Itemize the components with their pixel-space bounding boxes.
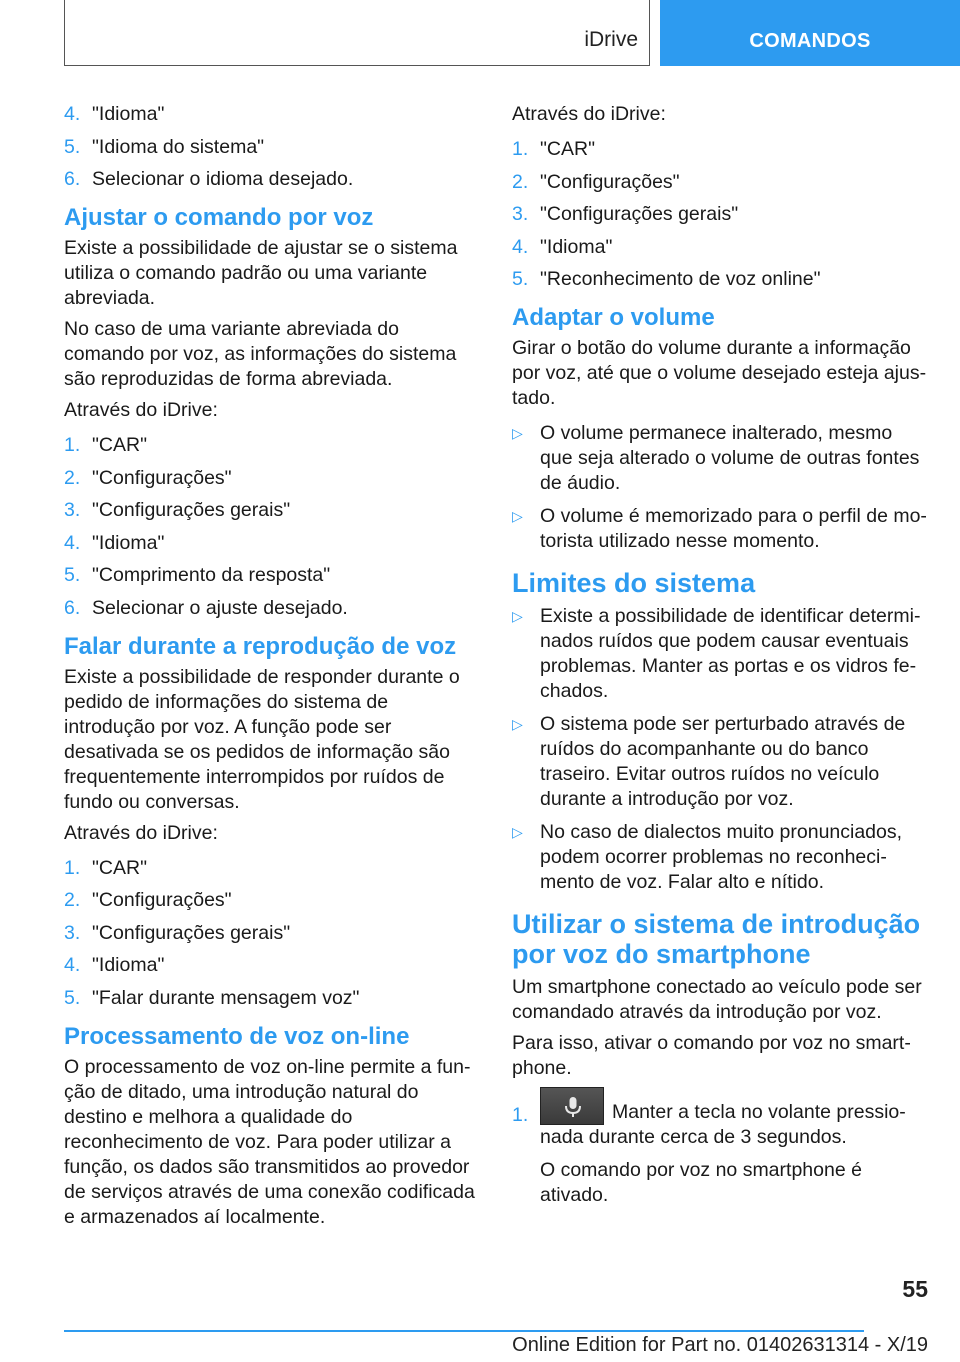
header-section-title: iDrive (584, 28, 638, 51)
list-item: 6. Selecionar o ajuste desejado. (64, 596, 348, 619)
paragraph: No caso de uma variante abreviada do comando por voz, as informações do sistema são reproduzidas de forma abreviada. (64, 318, 457, 390)
list-item: 5. "Comprimento da resposta" (64, 564, 331, 586)
list-item: ▷ O sistema pode ser perturbado através de ruídos do acompanhante ou do banco traseiro. Evitar outros ruídos no veículo durante a introdução por voz. (512, 713, 906, 810)
list-item: 1. "CAR" (512, 138, 596, 160)
list-item: 5. "Reconhecimento de voz online" (512, 268, 821, 290)
list-item: ▷ O volume permanece inalterado, mesmo que seja alterado o volume de outras fontes de áudio. (512, 422, 920, 494)
list-item: 2. "Configurações" (64, 889, 232, 911)
left-column (64, 102, 482, 1236)
list-item: 5. "Idioma do sistema" (64, 135, 265, 158)
list-item (512, 1087, 930, 1208)
list-item: ▷ Existe a possibilidade de identificar determinados ruídos que podem causar eventuais problemas. Manter as portas e os vidros fechados. (512, 605, 921, 702)
section-title: Ajustar o comando por voz (64, 204, 374, 231)
bullet-triangle-icon: ▷ (512, 608, 523, 624)
paragraph: Para isso, ativar o comando por voz no smartphone. (512, 1032, 911, 1079)
footer-divider (64, 1330, 864, 1332)
paragraph: O processamento de voz on-line permite a função de ditado, uma introdução natural do destino e melhora a qualidade do reconhecimento de voz. Para poder utilizar a função, os dados são transmitidos ao provedor de serviços através de uma conexão codificada e armazenados aí localmente. (64, 1055, 475, 1228)
header-chapter-tab (660, 0, 960, 66)
right-column (512, 102, 930, 1208)
list-item: ▷ No caso de dialectos muito pronunciados, podem ocorrer problemas no reconhecimento de voz. Falar alto e nítido. (512, 821, 903, 893)
paragraph: Através do iDrive: (64, 821, 218, 844)
list-item: 3. "Configurações gerais" (64, 499, 291, 521)
step-list (64, 102, 482, 192)
bullet-triangle-icon: ▷ (512, 508, 523, 524)
paragraph: Através do iDrive: (64, 399, 218, 421)
paragraph: Um smartphone conectado ao veículo pode ser comandado através da introdução por voz. (512, 976, 922, 1023)
section-title: Utilizar o sistema de introdução por voz do smartphone (512, 909, 921, 969)
list-item: 3. "Configurações gerais" (512, 203, 739, 225)
list-item: 5. "Falar durante mensagem voz" (64, 986, 360, 1009)
list-item: 2. "Configurações" (512, 170, 680, 193)
section-title: Processamento de voz on-line (64, 1022, 410, 1050)
step-list (512, 137, 930, 292)
bullet-triangle-icon: ▷ (512, 425, 523, 441)
list-item: 1. "CAR" (64, 434, 148, 456)
header-chapter-label: COMANDOS (749, 30, 871, 52)
header-frame (64, 0, 650, 66)
list-item: 3. "Configurações gerais" (64, 921, 291, 944)
list-item: 4. "Idioma" (64, 103, 165, 125)
list-item: 4. "Idioma" (64, 531, 165, 554)
step-result: O comando por voz no smartphone é ativado. (540, 1159, 862, 1206)
list-item: 6. Selecionar o idioma desejado. (64, 168, 354, 190)
section-title: Falar durante a reprodução de voz (64, 632, 457, 660)
list-item: 1. "CAR" (64, 856, 148, 879)
microphone-icon (540, 1087, 604, 1125)
paragraph: Existe a possibilidade de ajustar se o sistema utiliza o comando padrão ou uma variante abreviada. (64, 237, 458, 309)
step-body (540, 1087, 930, 1208)
microphone-icon-glyph (563, 1096, 583, 1118)
list-item: ▷ O volume é memorizado para o perfil de motorista utilizado nesse momento. (512, 505, 927, 552)
section-title: Limites do sistema (512, 568, 756, 598)
page-header (0, 0, 960, 66)
bullet-list (512, 604, 930, 895)
bullet-triangle-icon: ▷ (512, 716, 523, 732)
list-item: 4. "Idioma" (512, 235, 613, 258)
bullet-list (512, 421, 930, 554)
section-title: Adaptar o volume (512, 304, 715, 331)
paragraph: Girar o botão do volume durante a informação por voz, até que o volume desejado esteja ajustado. (512, 337, 927, 409)
paragraph: Através do iDrive: (512, 103, 666, 125)
list-item: 2. "Configurações" (64, 466, 232, 489)
list-item: 4. "Idioma" (64, 954, 165, 976)
step-number: 1. (512, 1104, 529, 1126)
paragraph: Existe a possibilidade de responder durante o pedido de informações do sistema de introdução por voz. A função pode ser desativada se os pedidos de informação são frequentemente interrompidos por ruídos de fundo ou conversas. (64, 665, 460, 813)
step-text: Manter a tecla no volante pressionada durante cerca de 3 segundos. (540, 1101, 906, 1148)
step-list (64, 433, 482, 621)
bullet-triangle-icon: ▷ (512, 824, 523, 840)
step-list (64, 856, 482, 1011)
footer-edition: Online Edition for Part no. 01402631314 - X/19 (512, 1334, 928, 1356)
page-number: 55 (902, 1276, 928, 1302)
